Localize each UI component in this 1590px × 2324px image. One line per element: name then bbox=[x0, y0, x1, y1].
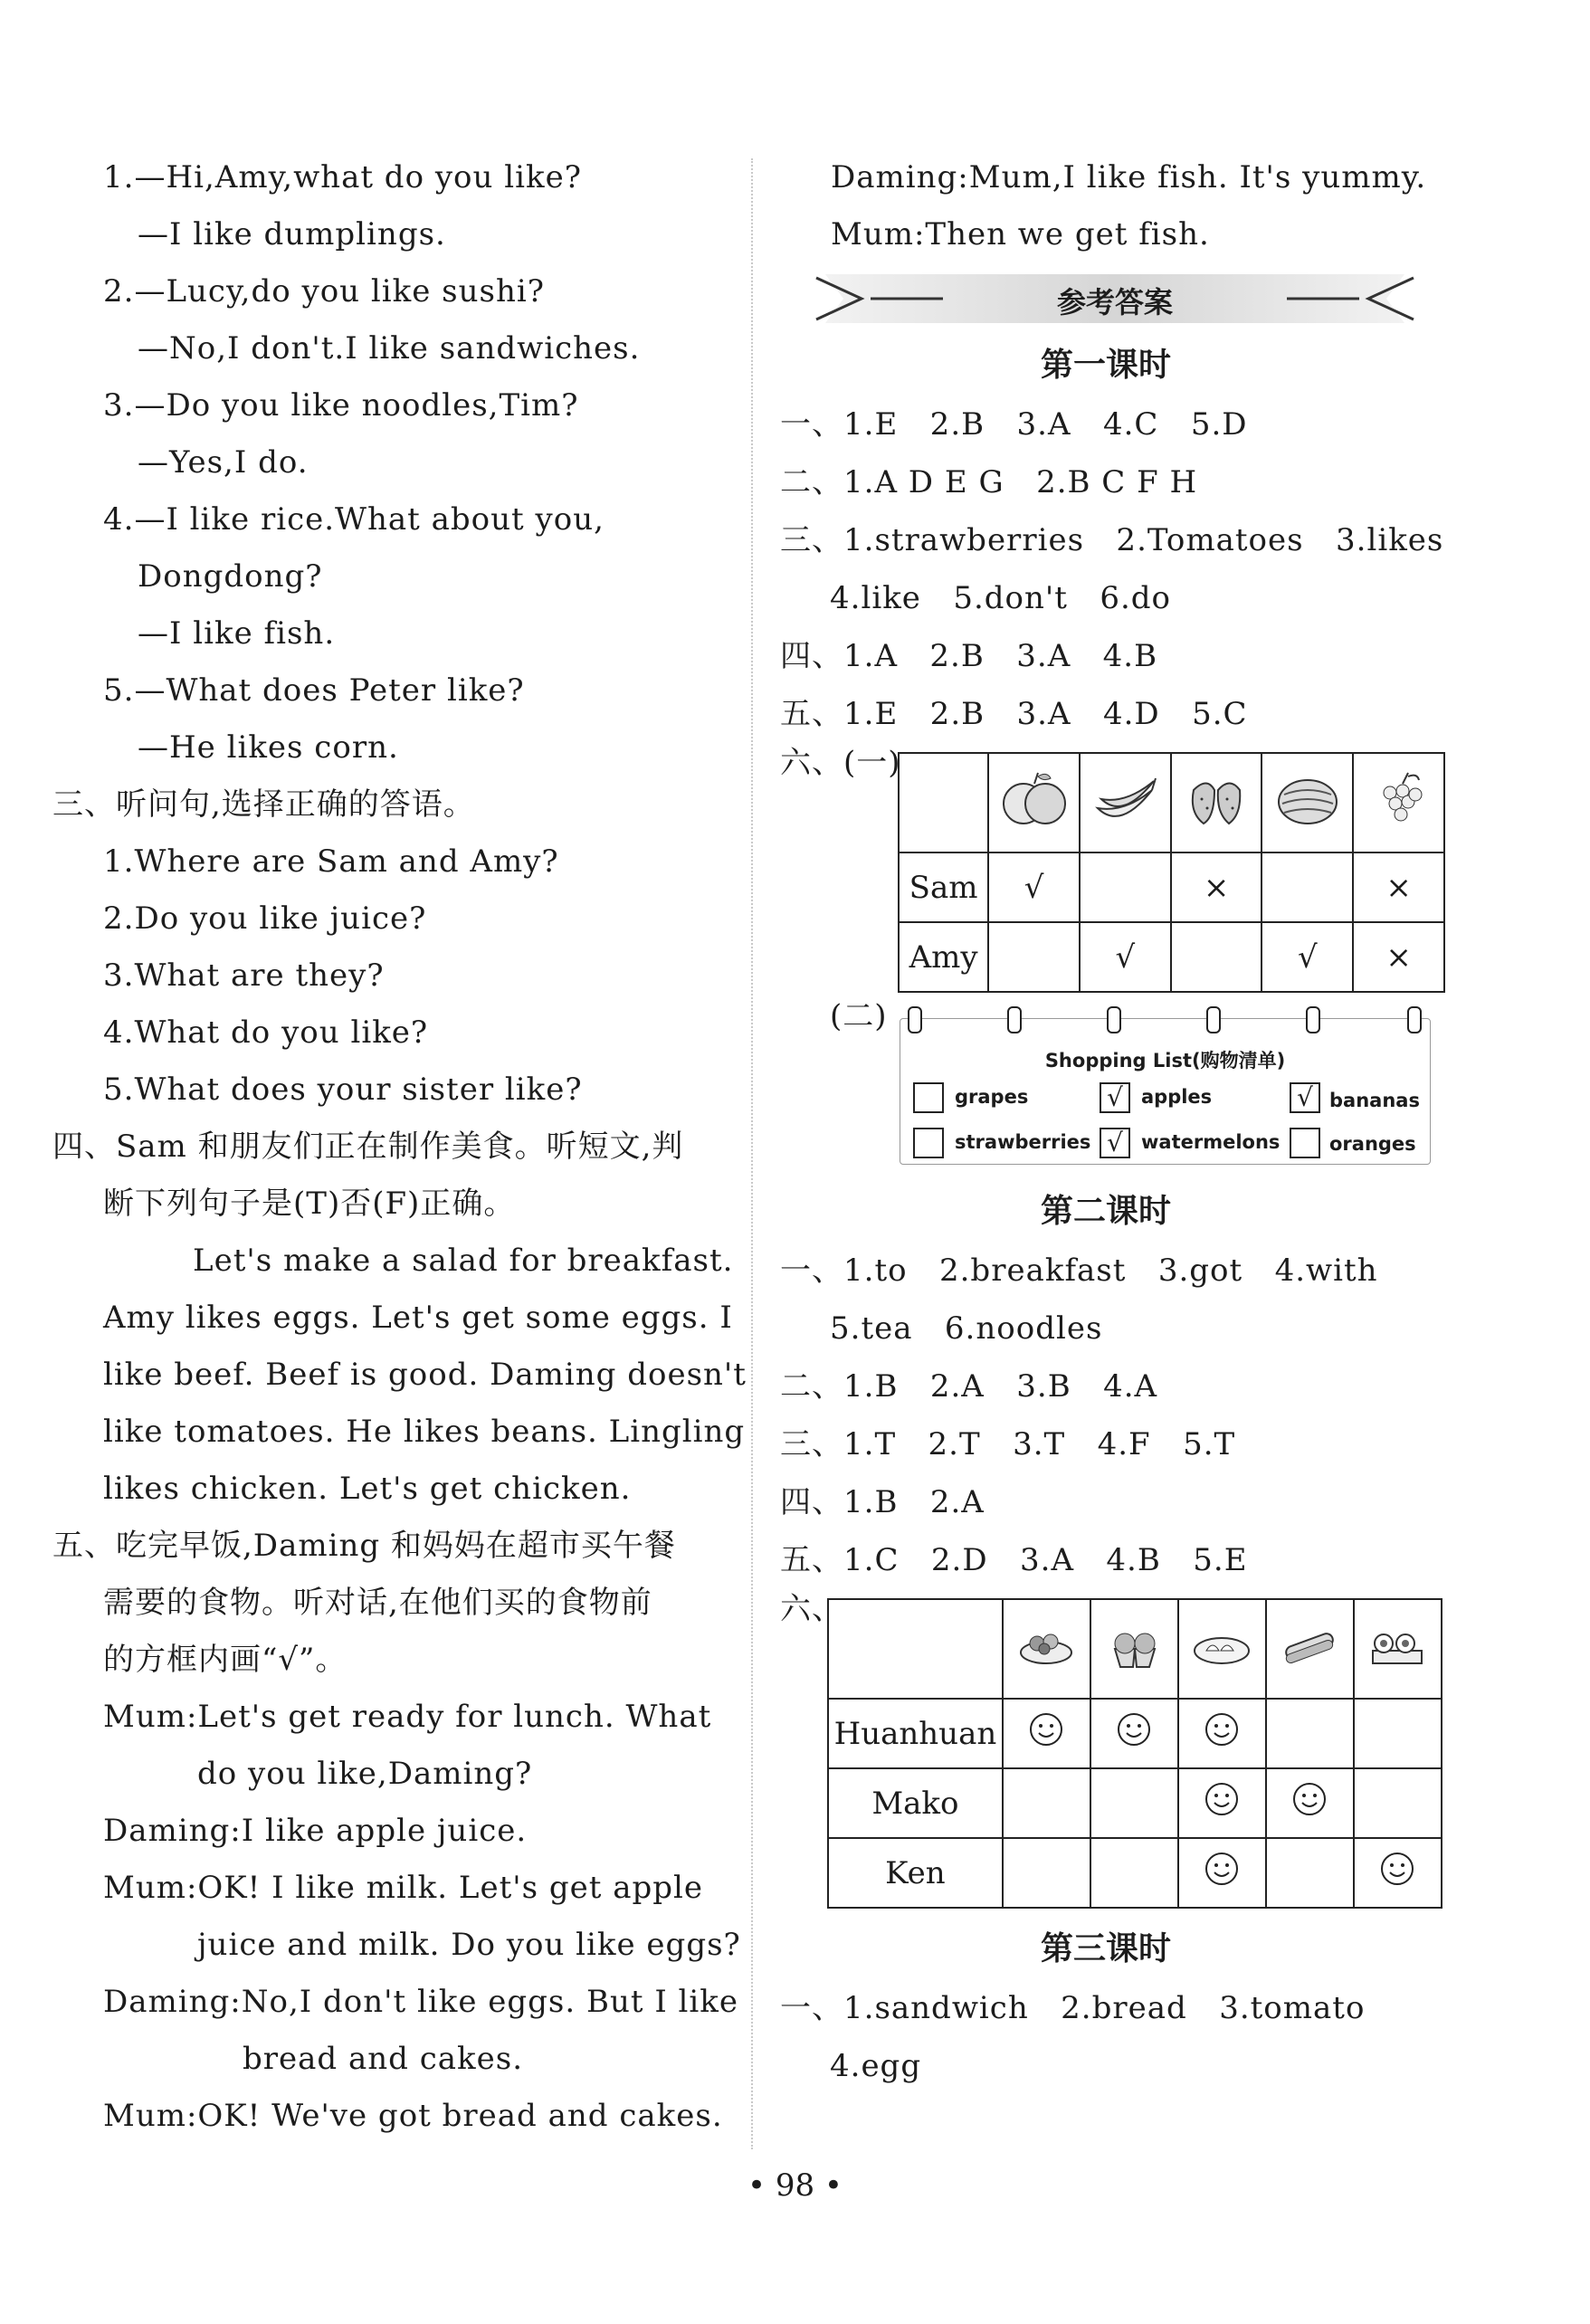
passage-line: Amy likes eggs. Let's get some eggs. I bbox=[103, 1300, 733, 1336]
ring-icon bbox=[1007, 1006, 1022, 1033]
checkbox: √ bbox=[1290, 1082, 1320, 1113]
empty-cell bbox=[1266, 1699, 1354, 1768]
section-3-title: 三、听问句,选择正确的答语。 bbox=[52, 786, 475, 823]
dialog-q-cont: Dongdong? bbox=[138, 558, 323, 595]
left-column bbox=[52, 149, 747, 2145]
dialogue-line: Mum:Then we get fish. bbox=[831, 216, 1210, 252]
checkbox bbox=[913, 1082, 944, 1113]
answer-line: 一、1.to 2.breakfast 3.got 4.with bbox=[780, 1252, 1378, 1289]
empty-cell bbox=[1090, 1838, 1178, 1908]
item-label: apples bbox=[1141, 1086, 1213, 1108]
dialogue-line: Daming:Mum,I like fish. It's yummy. bbox=[831, 159, 1427, 195]
empty-cell bbox=[988, 922, 1080, 992]
item-label: oranges bbox=[1329, 1133, 1416, 1155]
ring-icon bbox=[908, 1006, 922, 1033]
answer-line: 四、1.B 2.A bbox=[780, 1484, 985, 1520]
table-row bbox=[828, 1768, 1442, 1838]
empty-cell bbox=[1262, 852, 1353, 922]
question-item: 4.What do you like? bbox=[103, 1014, 429, 1051]
shopping-list-title: Shopping List(购物清单) bbox=[1044, 1050, 1286, 1072]
answer-line: 4.like 5.don't 6.do bbox=[830, 580, 1172, 616]
dialogue-line: juice and milk. Do you like eggs? bbox=[197, 1927, 741, 1963]
shopping-list-block bbox=[780, 987, 1558, 1182]
corner-cell bbox=[828, 1599, 1003, 1699]
dialog-q: 3.—Do you like noodles,Tim? bbox=[103, 387, 579, 424]
strawberry-icon bbox=[1171, 753, 1262, 852]
shopping-list bbox=[900, 1018, 1431, 1165]
dialog-a: —I like fish. bbox=[138, 615, 336, 652]
lesson-2-title: 第二课时 bbox=[1040, 1193, 1171, 1230]
apple-icon bbox=[988, 753, 1080, 852]
row-name: Mako bbox=[828, 1768, 1003, 1838]
dialogue-line: Daming:No,I don't like eggs. But I like bbox=[103, 1984, 739, 2020]
sausage-icon bbox=[1266, 1599, 1354, 1699]
smiley-icon bbox=[1178, 1768, 1266, 1838]
answer-line: 一、1.sandwich 2.bread 3.tomato bbox=[780, 1990, 1366, 2026]
empty-cell bbox=[1354, 1768, 1442, 1838]
sushi-icon bbox=[1354, 1599, 1442, 1699]
dialogue-line: Daming:I like apple juice. bbox=[103, 1813, 528, 1849]
row-name: Amy bbox=[899, 922, 988, 992]
table-row bbox=[899, 922, 1444, 992]
smiley-icon bbox=[1266, 1768, 1354, 1838]
empty-cell bbox=[1080, 852, 1171, 922]
section-4-title: 四、Sam 和朋友们正在制作美食。听短文,判 bbox=[52, 1129, 684, 1165]
dialogue-line: Mum:Let's get ready for lunch. What bbox=[103, 1699, 712, 1735]
answer-label: (二) bbox=[830, 998, 888, 1034]
passage-line: Let's make a salad for breakfast. bbox=[193, 1243, 734, 1279]
dialog-q: 4.—I like rice.What about you, bbox=[103, 501, 605, 538]
item-label: watermelons bbox=[1141, 1131, 1281, 1153]
passage-line: like beef. Beef is good. Daming doesn't bbox=[103, 1357, 747, 1393]
dialog-a: —He likes corn. bbox=[138, 729, 399, 766]
checkbox bbox=[1290, 1128, 1320, 1158]
empty-cell bbox=[1003, 1838, 1090, 1908]
question-item: 2.Do you like juice? bbox=[103, 900, 427, 937]
answer-line: 二、1.A D E G 2.B C F H bbox=[780, 464, 1198, 500]
answer-line: 五、1.C 2.D 3.A 4.B 5.E bbox=[780, 1542, 1248, 1578]
item-label: grapes bbox=[955, 1086, 1029, 1108]
smiley-icon bbox=[1354, 1838, 1442, 1908]
answer-line: 4.egg bbox=[830, 2048, 922, 2084]
dialog-a: —Yes,I do. bbox=[138, 444, 309, 481]
answer-line: 一、1.E 2.B 3.A 4.C 5.D bbox=[780, 406, 1248, 443]
grapes-icon bbox=[1353, 753, 1444, 852]
cupcake-icon bbox=[1090, 1599, 1178, 1699]
lesson-3-title: 第三课时 bbox=[1040, 1930, 1171, 1967]
passage-line: likes chicken. Let's get chicken. bbox=[103, 1471, 632, 1507]
section-4-title-cont: 断下列句子是(T)否(F)正确。 bbox=[103, 1186, 516, 1222]
food-table-block bbox=[780, 1589, 1558, 1919]
row-name: Sam bbox=[899, 852, 988, 922]
checkbox: √ bbox=[1100, 1128, 1130, 1158]
ring-icon bbox=[1107, 1006, 1121, 1033]
answer-label: 六、 bbox=[780, 1591, 843, 1627]
check-mark: √ bbox=[1080, 922, 1171, 992]
answer-line: 三、1.T 2.T 3.T 4.F 5.T bbox=[780, 1426, 1236, 1462]
food-table bbox=[827, 1598, 1442, 1909]
page-number: • 98 • bbox=[747, 2167, 843, 2204]
answer-line: 5.tea 6.noodles bbox=[830, 1310, 1103, 1347]
table-row bbox=[899, 852, 1444, 922]
dialogue-line: do you like,Daming? bbox=[197, 1756, 533, 1792]
banana-icon bbox=[1080, 753, 1171, 852]
smiley-icon bbox=[1178, 1699, 1266, 1768]
answer-label: 六、(一) bbox=[780, 745, 901, 781]
answer-line: 二、1.B 2.A 3.B 4.A bbox=[780, 1368, 1158, 1405]
section-5-title: 五、吃完早饭,Daming 和妈妈在超市买午餐 bbox=[52, 1528, 676, 1564]
empty-cell bbox=[1090, 1768, 1178, 1838]
dialogue-line: Mum:OK! I like milk. Let's get apple bbox=[103, 1870, 703, 1906]
ring-icon bbox=[1407, 1006, 1422, 1033]
dialogue-line: bread and cakes. bbox=[243, 2041, 524, 2077]
dialogue-line: Mum:OK! We've got bread and cakes. bbox=[103, 2098, 723, 2134]
answer-line: 五、1.E 2.B 3.A 4.D 5.C bbox=[780, 696, 1248, 732]
lesson-1-title: 第一课时 bbox=[1040, 347, 1171, 384]
passage-line: like tomatoes. He likes beans. Lingling bbox=[103, 1414, 746, 1450]
item-label: strawberries bbox=[955, 1131, 1091, 1153]
section-5-title-cont: 需要的食物。听对话,在他们买的食物前 bbox=[103, 1585, 652, 1621]
ring-icon bbox=[1206, 1006, 1221, 1033]
fruit-table bbox=[898, 752, 1445, 993]
ring-icon bbox=[1306, 1006, 1320, 1033]
check-mark: √ bbox=[1262, 922, 1353, 992]
banner-title: 参考答案 bbox=[1056, 285, 1173, 319]
question-item: 5.What does your sister like? bbox=[103, 1072, 583, 1108]
empty-cell bbox=[1354, 1699, 1442, 1768]
dialog-a: —I like dumplings. bbox=[138, 216, 446, 252]
checkbox bbox=[913, 1128, 944, 1158]
smiley-icon bbox=[1178, 1838, 1266, 1908]
cross-mark: × bbox=[1353, 922, 1444, 992]
dumplings-icon bbox=[1178, 1599, 1266, 1699]
smiley-icon bbox=[1090, 1699, 1178, 1768]
checkbox: √ bbox=[1100, 1082, 1130, 1113]
answer-line: 四、1.A 2.B 3.A 4.B bbox=[780, 638, 1158, 674]
dialog-q: 2.—Lucy,do you like sushi? bbox=[103, 273, 545, 310]
question-item: 1.Where are Sam and Amy? bbox=[103, 843, 559, 880]
row-name: Ken bbox=[828, 1838, 1003, 1908]
table-row bbox=[828, 1699, 1442, 1768]
empty-cell bbox=[1266, 1838, 1354, 1908]
empty-cell bbox=[1171, 922, 1262, 992]
empty-cell bbox=[1003, 1768, 1090, 1838]
section-5-title-cont: 的方框内画“√”。 bbox=[103, 1642, 348, 1678]
cross-mark: × bbox=[1353, 852, 1444, 922]
right-column bbox=[780, 149, 1558, 2095]
salad-icon bbox=[1003, 1599, 1090, 1699]
item-label: bananas bbox=[1329, 1090, 1420, 1111]
column-divider bbox=[751, 158, 753, 2149]
table-row bbox=[828, 1838, 1442, 1908]
dialog-q: 5.—What does Peter like? bbox=[103, 672, 525, 709]
smiley-icon bbox=[1003, 1699, 1090, 1768]
dialog-a: —No,I don't.I like sandwiches. bbox=[138, 330, 641, 367]
check-mark: √ bbox=[988, 852, 1080, 922]
corner-cell bbox=[899, 753, 988, 852]
answer-key-banner bbox=[807, 267, 1423, 330]
row-name: Huanhuan bbox=[828, 1699, 1003, 1768]
fruit-table-block bbox=[780, 743, 1558, 987]
watermelon-icon bbox=[1262, 753, 1353, 852]
answer-line: 三、1.strawberries 2.Tomatoes 3.likes bbox=[780, 522, 1444, 558]
dialog-q: 1.—Hi,Amy,what do you like? bbox=[103, 159, 582, 195]
dialogue-block bbox=[52, 1689, 741, 2145]
question-item: 3.What are they? bbox=[103, 957, 385, 994]
cross-mark: × bbox=[1171, 852, 1262, 922]
